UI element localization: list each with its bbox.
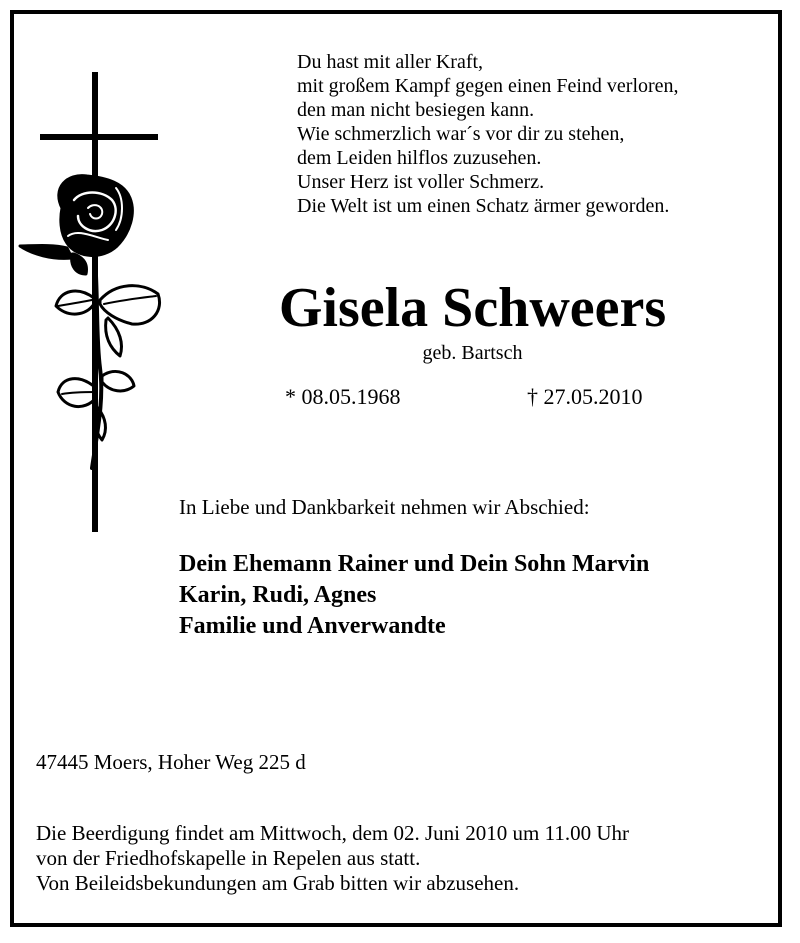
funeral-info [36, 821, 629, 896]
mourners-list [179, 549, 649, 642]
poem-line: den man nicht besiegen kann. [297, 99, 535, 121]
poem-line: mit großem Kampf gegen einen Feind verloren, [297, 75, 679, 97]
farewell-text: In Liebe und Dankbarkeit nehmen wir Abschied: [179, 495, 590, 519]
poem-line: Die Welt ist um einen Schatz ärmer geworden. [297, 195, 670, 217]
poem-line: Unser Herz ist voller Schmerz. [297, 171, 545, 193]
maiden-name: geb. Bartsch [422, 342, 523, 364]
poem-line: dem Leiden hilflos zuzusehen. [297, 147, 542, 169]
funeral-line: Von Beileidsbekundungen am Grab bitten wir abzusehen. [36, 871, 520, 895]
birth-date: * 08.05.1968 [285, 384, 401, 409]
mourner-line: Dein Ehemann Rainer und Dein Sohn Marvin [179, 551, 650, 577]
deceased-name: Gisela Schweers [278, 277, 667, 339]
funeral-line: Die Beerdigung findet am Mittwoch, dem 02. Juni 2010 um 11.00 Uhr [36, 821, 629, 845]
poem [297, 50, 679, 218]
mourner-line: Familie und Anverwandte [179, 613, 446, 639]
poem-line: Du hast mit aller Kraft, [297, 51, 484, 73]
poem-line: Wie schmerzlich war´s vor dir zu stehen, [297, 123, 625, 145]
mourner-line: Karin, Rudi, Agnes [179, 582, 377, 608]
funeral-line: von der Friedhofskapelle in Repelen aus statt. [36, 846, 421, 870]
death-date: † 27.05.2010 [527, 384, 643, 409]
address: 47445 Moers, Hoher Weg 225 d [36, 750, 306, 774]
